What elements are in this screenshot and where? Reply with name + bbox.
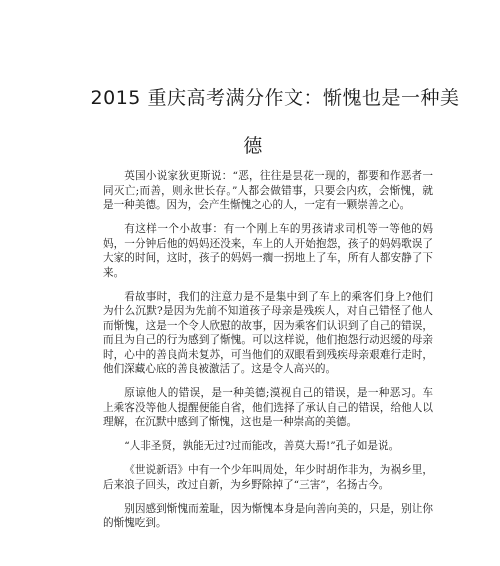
paragraph-2: 有这样一个小故事：有一个刚上车的男孩请求司机等一等他的妈妈，一分钟后他的妈妈还没来，车上的人开始抱怨，孩子的妈妈歌误了大家的时间，这时，孩子的妈妈一瘸一拐地上了车，所有人都安静了下来。: [103, 223, 433, 279]
paragraph-4: 原谅他人的错误，是一种美德;漠视自己的错误，是一种恶习。车上乘客没等他人提醒便能自省，他们选择了承认自己的错误，给他人以理解，在沉默中感到了惭愧，这也是一种崇高的美德。: [103, 387, 433, 428]
paragraph-5: “人非圣贤，孰能无过?过而能改，善莫大焉!”孔子如是说。: [124, 440, 400, 452]
article-body: [103, 169, 433, 540]
page-title: [0, 84, 500, 160]
paragraph-6: 《世说新语》中有一个少年叫周处，年少时胡作非为，为祸乡里，后来浪子回头，改过自新，为乡野除掉了“三害”，名扬古今。: [103, 464, 433, 491]
paragraph-1: 英国小说家狄更斯说：“恶，往往是昙花一现的，都要和作恶者一同灭亡;而善，则永世长存。”人都会做错事，只要会内疚，会惭愧，就是一种美德。因为，会产生惭愧之心的人，一定有一颗崇善之心。: [103, 170, 433, 211]
paragraph-7: 别因感到惭愧而羞耻，因为惭愧本身是向善向美的，只是，别让你的惭愧吃到。: [103, 502, 433, 529]
title-line-2: 德: [243, 135, 263, 157]
paragraph-3: 看故事时，我们的注意力是不是集中到了车上的乘客们身上?他们为什么沉默?是因为先前不知道孩子母亲是残疾人，对自己错怪了他人而惭愧，这是一个令人欣慰的故事，因为乘客们认识到了自己的错误，而且为自己的行为感到了惭愧。可以这样说，他们抱怨行动迟缓的母亲时，心中的善良尚未复苏，可当他们的双眼看到残疾母亲艰难行走时，他们深藏心底的善良被激活了。这是令人高兴的。: [103, 290, 433, 375]
title-line-1: 2015 重庆高考满分作文：惭愧也是一种美: [90, 87, 460, 109]
